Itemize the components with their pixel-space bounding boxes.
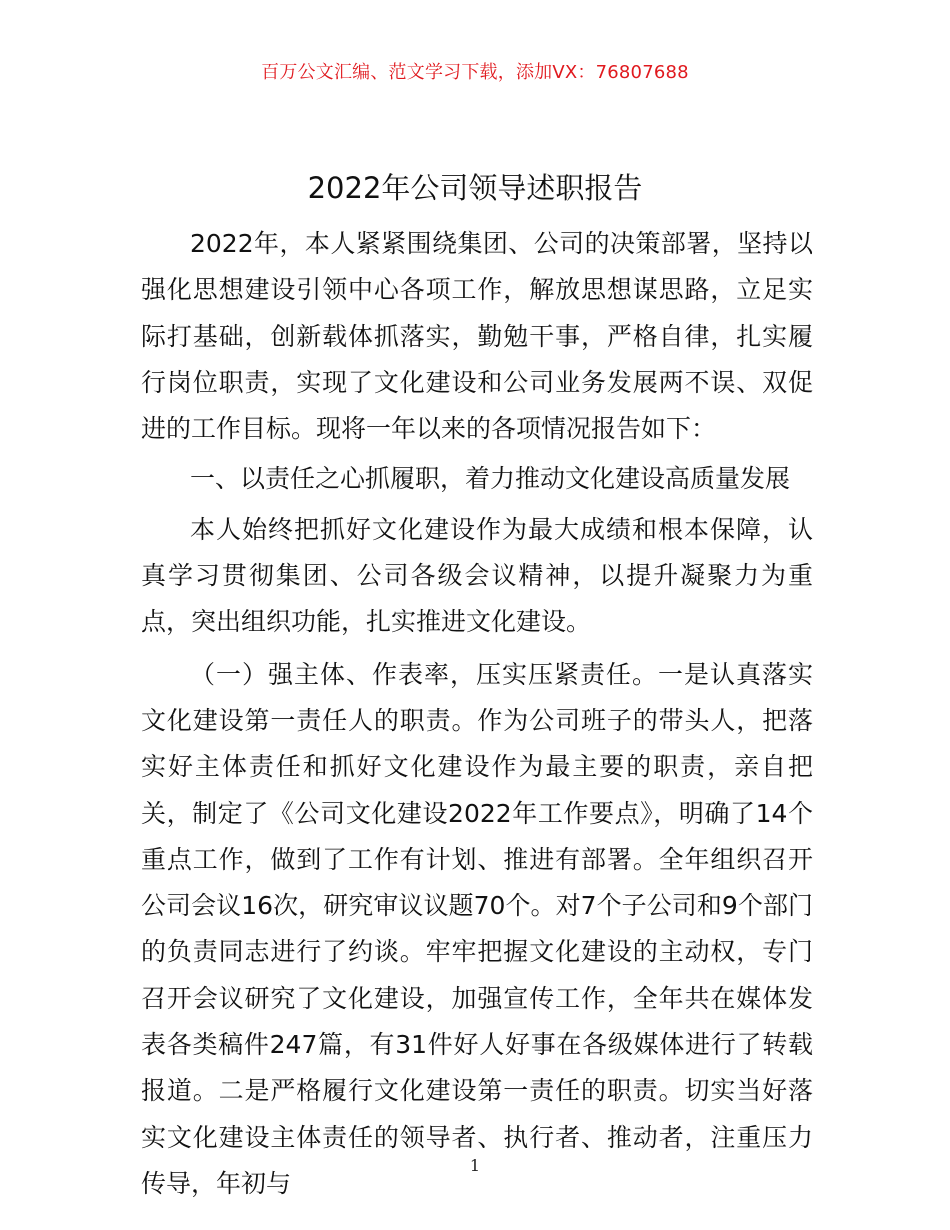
section-paragraph: 本人始终把抓好文化建设作为最大成绩和根本保障，认真学习贯彻集团、公司各级会议精神，以提升凝聚力为重点，突出组织功能，扎实推进文化建设。 [141,514,813,637]
document-body [141,221,813,1207]
page-number: 1 [469,1156,481,1175]
header-promo-note: 百万公文汇编、范文学习下载，添加VX：76807688 [261,62,689,83]
section-heading-1: 一、以责任之心抓履职，着力推动文化建设高质量发展 [190,464,791,494]
subsection-paragraph: （一）强主体、作表率，压实压紧责任。一是认真落实文化建设第一责任人的职责。作为公司班子的带头人，把落实好主体责任和抓好文化建设作为最主要的职责，亲自把关，制定了《公司文化建设2022年工作要点》，明确了14个重点工作，做到了工作有计划、推进有部署。全年组织召开公司会议16次，研究审议议题70个。对7个子公司和9个部门的负责同志进行了约谈。牢牢把握文化建设的主动权，专门召开会议研究了文化建设，加强宣传工作，全年共在媒体发表各类稿件247篇，有31件好人好事在各级媒体进行了转载报道。二是严格履行文化建设第一责任的职责。切实当好落实文化建设主体责任的领导者、执行者、推动者，注重压力传导，年初与 [141,659,813,1198]
intro-paragraph: 2022年，本人紧紧围绕集团、公司的决策部署，坚持以强化思想建设引领中心各项工作，解放思想谋思路，立足实际打基础，创新载体抓落实，勤勉干事，严格自律，扎实履行岗位职责，实现了文化建设和公司业务发展两不误、双促进的工作目标。现将一年以来的各项情况报告如下： [141,229,813,444]
document-title: 2022年公司领导述职报告 [307,171,643,205]
